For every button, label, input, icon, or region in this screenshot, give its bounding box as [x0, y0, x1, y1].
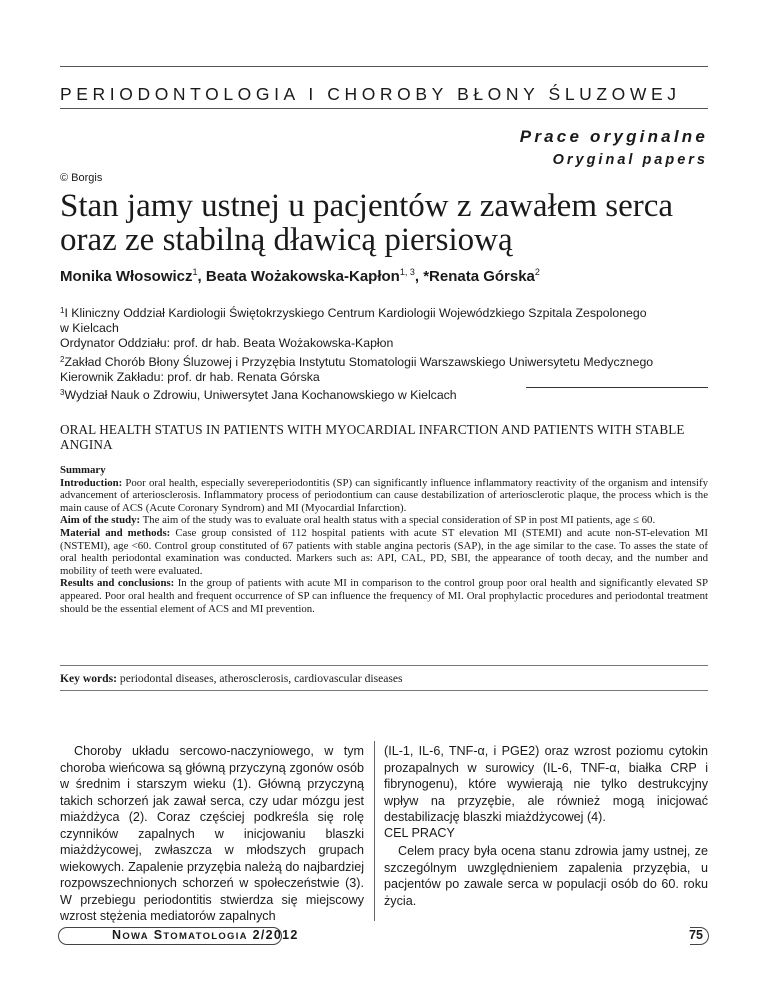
- summary-paragraph: Introduction: Poor oral health, especially severeperiodontitis (SP) can significantly influence inflammatory reactivity of the organism and intensify advancement of arteriosclerosis. Inflammatory process of periodontium can cause destabilization of arteriosclerotic plaque, the process which is the main cause of ACS (Acute Coronary Syndrom) and MI (Myocardial Infarction).: [60, 476, 708, 514]
- affiliations: [60, 303, 720, 403]
- affiliation-line: w Kielcach: [60, 321, 119, 336]
- author-name: *Renata Górska: [423, 268, 535, 285]
- summary-heading: Summary: [60, 464, 106, 476]
- keywords-label: Key words:: [60, 672, 117, 685]
- section-heading-cel-pracy: CEL PRACY: [384, 826, 455, 840]
- author-name: Beata Wożakowska-Kapłon: [205, 268, 400, 285]
- header-rule-top: [60, 66, 708, 67]
- summary-paragraph: Material and methods: Case group consisted of 112 hospital patients with acute ST elevation MI (STEMI) and acute non-ST-elevation MI (NSTEMI), age <60. Control group constituted of 67 patients with stable angina pectoris (SAP), in the age similar to the case. To asses the state of oral health periodontal examination was conducted. Markers such as: API, CAL, PD, SBI, the appearance of tooth decay, and the number and mobility of teeth were evaluated.: [60, 526, 709, 577]
- keywords: [60, 672, 403, 685]
- column-divider: [374, 741, 375, 921]
- footer-issue: 2/2012: [252, 928, 299, 942]
- affiliation-line: $^1$I Kliniczny Oddział Kardiologii Świętokrzyskiego Centrum Kardiologii Wojewódzkiego Szpitala Zespolonego: [60, 306, 647, 320]
- author-affiliation-mark: 2: [534, 267, 540, 277]
- footer-journal: NOWA STOMATOLOGIA 2/2012: [112, 928, 299, 942]
- body-right-paragraph: (IL-1, IL-6, TNF-α, i PGE2) oraz wzrost poziomu cytokin prozapalnych w surowicy (IL-6, TNF-α, białka CRP i fibrynogenu), które wywierają nie tylko destrukcyjny wpływ na przyzębie, ale również mogą inicjować destabilizację blaszki miażdżycowej (4).: [384, 744, 708, 824]
- keywords-list: periodontal diseases, atherosclerosis, cardiovascular diseases: [117, 672, 403, 685]
- author-affiliation-mark: 1: [192, 267, 198, 277]
- copyright: © Borgis: [60, 172, 103, 184]
- page-number: 75: [689, 928, 703, 942]
- section-title: PERIODONTOLOGIA I CHOROBY BŁONY ŚLUZOWEJ: [60, 84, 681, 104]
- keywords-rule-bottom: [60, 690, 708, 691]
- header-rule-bottom: [60, 108, 708, 109]
- affiliation-line: $^3$Wydział Nauk o Zdrowiu, Uniwersytet Jana Kochanowskiego w Kielcach: [60, 388, 457, 403]
- authors: Monika Włosowicz$^1$, Beata Wożakowska-Kapłon$^{1, 3}$, *Renata Górska$^2$: [60, 267, 540, 285]
- affiliation-line: Kierownik Zakładu: prof. dr hab. Renata Górska: [60, 369, 320, 384]
- article-type-en: Oryginal papers: [552, 152, 708, 168]
- affiliation-rule: [526, 387, 708, 388]
- summary: [60, 464, 708, 615]
- keywords-rule-top: [60, 665, 708, 666]
- author-affiliation-mark: 1, 3: [399, 267, 415, 277]
- summary-paragraph: Results and conclusions: In the group of patients with acute MI in comparison to the control group poor oral health and significantly elevated SP appeared. Poor oral health and frequent occurrence of SP can influence the frequency of MI. Oral prophylactic procedures and periodontal treatment should be the essential element of ACS and MI prevention.: [60, 577, 708, 615]
- english-title: ORAL HEALTH STATUS IN PATIENTS WITH MYOCARDIAL INFARCTION AND PATIENTS WITH STABLE ANGINA: [60, 422, 685, 452]
- body-left-column: Choroby układu sercowo-naczyniowego, w tym choroba wieńcowa są główną przyczyną zgonów osób w średnim i starszym wieku (1). Główną przyczyną takich schorzeń jak zawał serca, czy udar mózgu jest miażdżyca (2). Coraz częściej podkreśla się rolę czynników zapalnych w inicjowaniu blaszki miażdżycowej, zwłaszcza w młodszych grupach wiekowych. Zapalenie przyzębia należą do najbardziej rozpowszechnionych schorzeń w społeczeństwie (3). W przebiegu periodontitis stwierdza się miejscowy wzrost stężenia mediatorów zapalnych: [60, 744, 364, 923]
- summary-paragraph: Aim of the study: The aim of the study was to evaluate oral health status with a special consideration of SP in post MI patients, age ≤ 60.: [60, 514, 656, 527]
- author-name: Monika Włosowicz: [60, 268, 193, 285]
- article-type-pl: Prace oryginalne: [519, 127, 708, 146]
- body-right-paragraph-2: Celem pracy była ocena stanu zdrowia jamy ustnej, ze szczególnym uwzględnieniem zapalenia przyzębia, u pacjentów po zawale serca w populacji osób do 60. roku życia.: [384, 844, 708, 908]
- affiliation-line: $^2$Zakład Chorób Błony Śluzowej i Przyzębia Instytutu Stomatologii Warszawskiego Uniwersytetu Medycznego: [60, 354, 654, 369]
- article-title: Stan jamy ustnej u pacjentów z zawałem serca oraz ze stabilną dławicą piersiową: [60, 188, 674, 258]
- affiliation-line: Ordynator Oddziału: prof. dr hab. Beata Wożakowska-Kapłon: [60, 336, 394, 351]
